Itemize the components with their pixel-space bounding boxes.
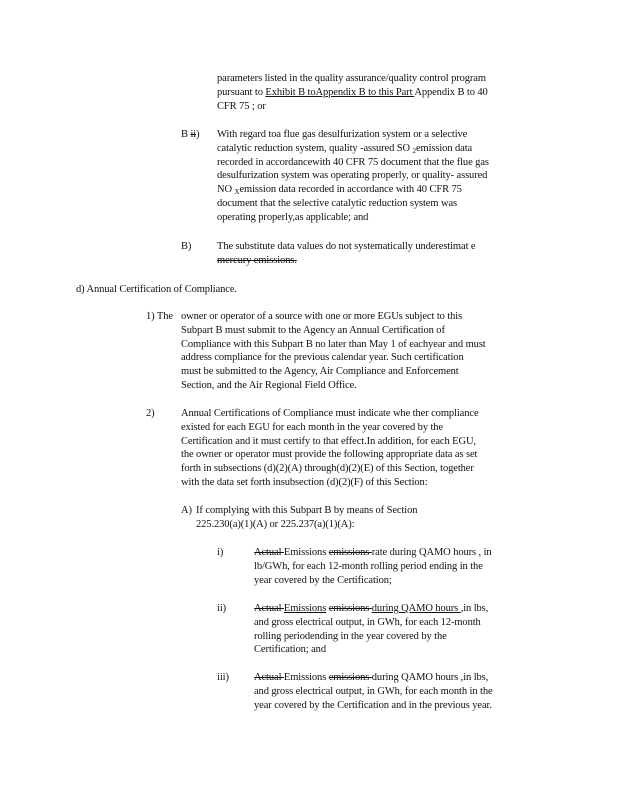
text-line: [217, 211, 368, 225]
text-run: emissions: [328, 603, 372, 614]
text-run: with the data set forth insubsection (d)(2)(F) of this Section:: [181, 477, 428, 488]
text-run: d) Annual Certification of Compliance.: [76, 284, 237, 295]
text-run: emissions: [328, 547, 372, 558]
text-run: With regard toa flue gas desulfurization system or a selective: [217, 129, 468, 140]
text-line: [181, 462, 474, 476]
text-run: address compliance for the previous calendar year. Such certification: [181, 352, 464, 364]
text-line: [181, 448, 477, 462]
text-run: 2: [412, 146, 416, 155]
text-line: [217, 169, 487, 183]
text-line: [181, 240, 191, 254]
text-run: during QAMO hours ,in lbs,: [371, 672, 489, 683]
text-run: Exhibit B toAppendix B to this Part: [265, 86, 415, 98]
text-line: [146, 310, 173, 324]
text-line: [217, 671, 229, 685]
text-run: Section, and the Air Regional Field Office.: [181, 380, 357, 391]
text-run: recorded in accordancewith 40 CFR 75 document that the flue gas: [217, 156, 489, 168]
text-line: [181, 351, 464, 365]
text-run: parameters listed in the quality assurance/quality control program: [217, 73, 486, 84]
text-run: iii): [217, 672, 229, 683]
text-line: [217, 546, 223, 560]
text-line: [181, 324, 445, 338]
text-run: Actual: [254, 603, 284, 614]
text-run: Emissions: [283, 603, 327, 614]
text-line: [254, 699, 492, 713]
text-run: mercury emissions.: [217, 254, 297, 266]
text-line: [181, 435, 476, 449]
text-run: X: [234, 188, 240, 197]
text-run: during QAMO hours: [371, 603, 461, 614]
text-line: [254, 685, 493, 699]
text-run: desulfurization system was operating properly, or quality- assured: [217, 170, 488, 182]
text-run: 2): [146, 408, 155, 419]
text-run: pursuant to: [217, 86, 266, 98]
text-line: [254, 602, 488, 616]
text-run: 1) The: [146, 311, 173, 322]
text-line: [76, 283, 237, 297]
text-run: emission data recorded in accordance with 40 CFR 75: [239, 184, 462, 196]
text-line: [254, 574, 392, 588]
text-run: A): [181, 505, 192, 516]
text-line: [254, 616, 481, 630]
text-line: [146, 407, 155, 421]
text-run: emission data: [415, 142, 473, 154]
text-run: Certification; and: [254, 644, 326, 656]
text-run: existed for each EGU for each month in the year covered by the: [181, 421, 444, 433]
text-run: NO: [217, 184, 235, 196]
text-run: must be submitted to the Agency, Air Compliance and Enforcement: [181, 366, 459, 378]
text-run: B: [181, 129, 191, 140]
text-run: rolling periodending in the year covered by the: [254, 630, 447, 642]
text-run: year covered by the Certification;: [254, 574, 392, 586]
text-line: [181, 421, 443, 435]
text-line: [181, 128, 199, 142]
text-line: [254, 630, 447, 644]
text-line: [181, 365, 459, 379]
text-run: Subpart B must submit to the Agency an Annual Certification of: [181, 324, 445, 336]
text-run: ii): [217, 603, 227, 614]
text-run: Emissions: [283, 547, 329, 558]
text-run: the owner or operator must provide the following appropriate data as set: [181, 449, 478, 461]
text-line: [254, 643, 326, 657]
text-run: lb/GWh, for each 12-month rolling period ending in the: [254, 560, 483, 572]
text-run: Actual: [254, 547, 284, 558]
text-run: and gross electrical output, in GWh, for each 12-month: [254, 616, 481, 628]
text-run: Appendix B to 40: [414, 86, 488, 98]
text-run: year covered by the Certification and in the previous year.: [254, 699, 492, 711]
text-run: ): [196, 129, 200, 140]
text-line: [217, 128, 467, 142]
text-run: B): [181, 241, 192, 252]
text-run: CFR 75 ; or: [217, 100, 266, 112]
text-line: [217, 156, 489, 170]
text-line: [181, 338, 486, 352]
text-run: document that the selective catalytic reduction system was: [217, 198, 457, 209]
text-line: [217, 197, 457, 211]
text-line: [254, 560, 483, 574]
text-run: ,in lbs,: [460, 603, 489, 614]
text-run: The substitute data values do not systematically underestimat e: [217, 241, 476, 252]
text-run: Certification and it must certify to that effect.In addition, for each EGU,: [181, 435, 476, 447]
text-run: rate during QAMO hours , in: [371, 547, 492, 558]
text-line: [181, 476, 428, 490]
text-line: [196, 504, 417, 518]
text-line: [217, 254, 297, 268]
text-run: Annual Certifications of Compliance must indicate whe ther compliance: [181, 408, 479, 419]
text-run: emissions: [328, 672, 372, 683]
text-line: [254, 671, 488, 685]
text-line: [181, 407, 479, 421]
text-run: Actual: [254, 672, 284, 683]
text-line: [217, 602, 226, 616]
text-line: [217, 72, 486, 86]
text-run: Compliance with this Subpart B no later than May 1 of eachyear and must: [181, 338, 486, 350]
text-line: [217, 100, 266, 114]
text-run: and gross electrical output, in GWh, for each month in the: [254, 685, 493, 697]
text-run: operating properly,as applicable; and: [217, 211, 369, 223]
text-line: [181, 310, 462, 324]
text-line: [254, 546, 492, 560]
text-run: If complying with this Subpart B by means of Section: [196, 505, 418, 516]
text-run: owner or operator of a source with one or more EGUs subject to this: [181, 311, 463, 322]
text-run: ii: [190, 129, 197, 140]
text-run: Emissions: [283, 672, 329, 683]
text-line: [181, 379, 357, 393]
text-line: [181, 504, 192, 518]
text-line: [196, 518, 354, 532]
text-run: 225.230(a)(1)(A) or 225.237(a)(1)(A):: [196, 518, 355, 530]
text-line: [217, 86, 488, 100]
text-run: forth in subsections (d)(2)(A) through(d)(2)(E) of this Section, together: [181, 463, 474, 475]
text-run: catalytic reduction system, quality -assured SO: [217, 142, 413, 154]
text-run: i): [217, 547, 224, 558]
text-line: [217, 240, 475, 254]
